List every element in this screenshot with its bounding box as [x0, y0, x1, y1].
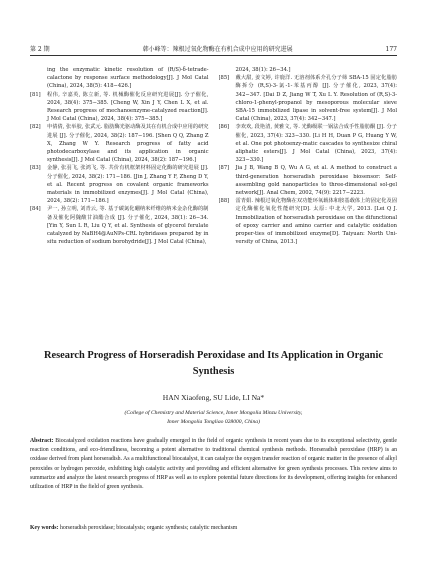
reference-column-left: [30, 66, 209, 246]
issue-label: 第 2 期: [30, 46, 50, 53]
affiliation-line: (College of Chemistry and Material Science, Inner Mongolia Minzu University,: [124, 410, 303, 416]
reference-item: [86] 李欢欢, 段艳清, 黄雅文, 等. 光酶级联一锅法合成手性脂肪酮 [J]. 分子催化, 2023, 37(4): 323−330. [Li H H, Duan P G, Huang Y W, et al. One pot photoenzy-matic cascades to synthesize chiral aliphatic esters[J]. J Mol Catal (China), 2023, 37(4): 323−330.]: [218, 124, 397, 164]
reference-item: [85] 戴大甜, 姜文婷, 许鹿洋. 无溶剂体系介孔分子筛 SBA-15 固定化脂肪酶拆分 (R,S)-3-氯-1-苯基丙醇 [J]. 分子催化, 2023, 37(4): 342−347. [Dai D Z, Jiang W T, Xu L Y. Resolution of (R,S)-3-chloro-1-phenyl-propanol by mesoporous molecular sieve SBA-15 immobilized lipase in solvent-free system[J]. J Mol Catal (China), 2023, 37(4): 342−347.]: [218, 75, 397, 123]
reference-item: [81] 程伟, 辛嘉英, 陈立新, 等. 机械酶催化反应研究进展[J]. 分子催化, 2024, 38(4): 375−385. [Cheng W, Xin J Y, Chen L X, et al. Research progress of mechanoenzyme-catalyzed reaction[J]. J Mol Catal (China), 2024, 38(4): 375−385.]: [30, 91, 209, 123]
article-title: Research Progress of Horseradish Peroxidase and Its Application in Organic Synthesis: [44, 350, 383, 377]
reference-item: ing the enzymatic kinetic resolution of (R/S)-δ-tetrade-calactone by response surface methodology[J]. J Mol Catal (China), 2024, 38(5): 418−426.]: [47, 67, 209, 90]
page-number: 177: [385, 46, 397, 53]
author-list: HAN Xiaofeng, SU Lide, LI Na*: [162, 393, 265, 402]
reference-item: 2024, 38(1): 26−34.]: [235, 67, 291, 73]
keywords: [30, 524, 397, 533]
abstract-label: Abstract:: [30, 438, 54, 444]
reference-column-right: [219, 66, 398, 246]
running-title: 韩小峰等：辣根过氧化物酶在有机合成中应用的研究进展: [142, 46, 293, 53]
keywords-text: horseradish peroxidase; biocatalysis; organic synthesis; catalytic mechanism: [59, 525, 238, 531]
reference-item: [83] 金静, 张羽飞, 张鸿飞, 等. 共价有机框架材料固定化酶的研究进展 [J]. 分子催化, 2024, 38(2): 171−186. [Jin J, Zhang Y F, Zheng D Y, et al. Recent progress on covalent organic frameworks materials in immobilized enzymes[J]. J Mol Catal (China), 2024, 38(2): 171−186.]: [30, 165, 209, 205]
reference-list: [30, 66, 397, 246]
reference-item: [87] Jia J B, Wang B Q, Wu A G, et al. A method to construct a third-generation horseradish peroxidase biosensor: Self-assembling gold nanoparticles to three-dimensional sol-gel network[J]. Anal Chem, 2002, 74(9): 2217−2223.: [218, 165, 397, 197]
reference-item: [82] 申倩倩, 张举胶, 张武元. 脂肪酶光驱动酶及其在有机合成中应用的研究进展 [J]. 分子催化, 2024, 38(2): 187−196. [Shen Q Q, Zhang Z X, Zhang W Y. Research progress of fatty acid photodecarboxylase and its application in organic synthesis[J]. J Mol Catal (China), 2024, 38(2): 187−196.]: [30, 124, 209, 164]
affiliation: [30, 409, 397, 427]
affiliation-line: Inner Mongolia Tongliao 028000, China): [167, 419, 260, 425]
abstract-text: Biocatalyzed oxidation reactions have gradually emerged in the field of organic synthesis in recent years due to its exceptional selectivity, gentle reaction conditions, and eco-friendliness, becoming a potent alternative to traditional chemical synthesis methods. Horseradish peroxidase (HRP) is an oxidase derived from plant horseradish. As a multifunctional biocatalyst, it can catalyze the oxygen transfer reaction of organic matter in the presence of alkyl peroxides or hydrogen peroxide, exhibiting high catalytic activity and providing and efficient alternative for green synthesis processes. This review aims to summarize and analyze the latest research progress of HRP as well as to explore potential future directions for its development, offering insights for enhanced utilization of HRP in the field of green synthesis.: [30, 438, 398, 491]
abstract: [30, 437, 397, 492]
keywords-label: Key words:: [30, 525, 59, 531]
running-header: [30, 44, 397, 56]
reference-item: [84] 尹一, 孙立明, 刘青云, 等. 基于碳氮化硼纳米纤维的纳米金杂化酶的制备及催化阿魏酸甘油酯合成 [J]. 分子催化, 2024, 38(1): 26−34. [Yin Y, Sun L R, Liu Q Y, et al. Synthesis of glycerol ferulate catalyzed by NaBH4@AuNPs-CRL hybridases prepared by in situ reduction of sodium borohydride[J]. J Mol Catal (China),: [30, 206, 209, 246]
reference-item: [88] 雷青娟. 辣根过氧化物酶在双功能环氧载体和胺基载体上的固定化及固定化酶催化氧化性能研究[D]. 太原: 中北大学, 2013. [Lei Q J. Immobilization of horseradish peroxidase on the difunctional of epoxy carrier and amino carrier and catalytic oxidation proper-ties of immobilized enzyme[D]. Taiyuan: North Uni-versity of China, 2013.]: [218, 198, 397, 246]
